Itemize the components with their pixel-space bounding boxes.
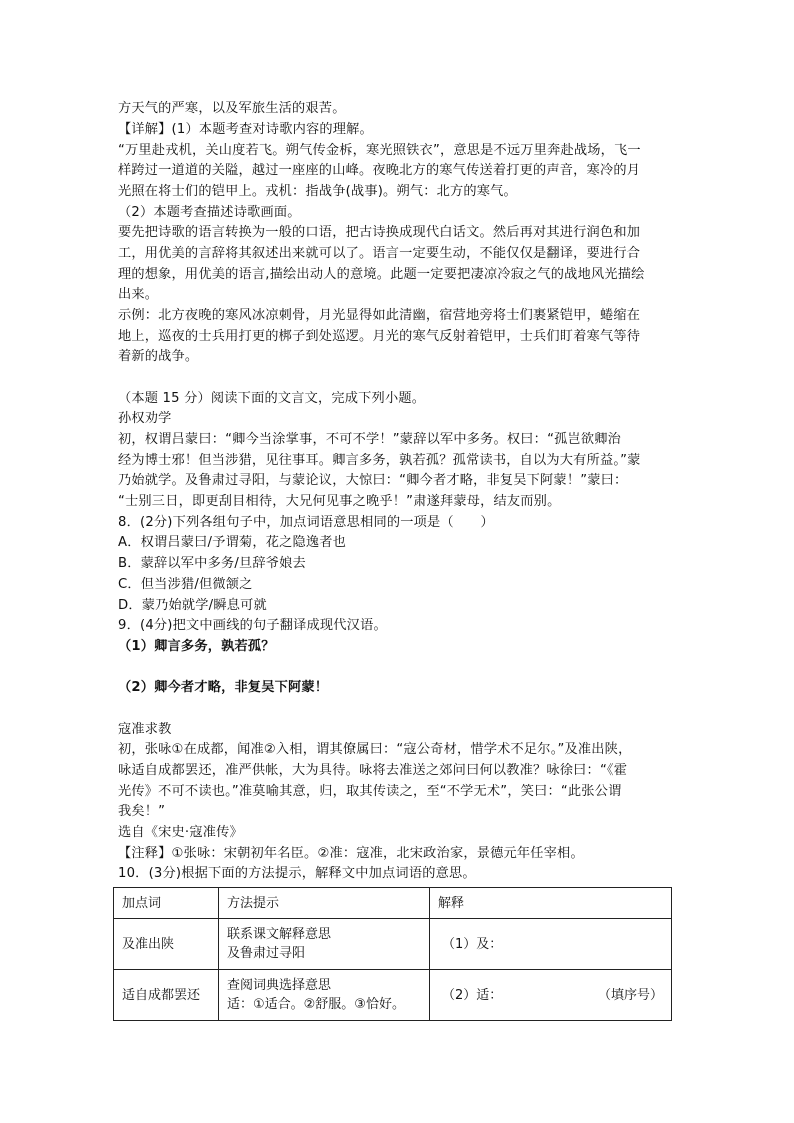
text-line: 工，用优美的言辞将其叙述出来就可以了。语言一定要生动，不能仅仅是翻译，要进行合 — [118, 246, 641, 261]
method-line: 查阅词典选择意思 — [227, 978, 332, 993]
text-line: 样跨过一道道的关隘，越过一座座的山峰。夜晚北方的寒气传送着打更的声音，寒冷的月 — [118, 163, 641, 178]
answer-label: （1）及： — [442, 936, 503, 952]
question-9-part-1: （1）卿言多务，孰若孤？ — [118, 639, 275, 654]
source-note: 选自《宋史·寇准传》 — [118, 825, 243, 840]
text-line: 初，张咏①在成都，闻准②入相，谓其僚属曰：“寇公奇材，惜学术不足尔。”及准出陕， — [118, 742, 632, 757]
answer-note: （填序号） — [597, 987, 663, 1003]
table-cell-word: 及准出陕 — [114, 919, 219, 970]
passage-title: 寇准求教 — [118, 722, 172, 737]
text-line: 地上，巡夜的士兵用打更的梆子到处巡逻。月光的寒气反射着铠甲，士兵们盯着寒气等待 — [118, 329, 641, 344]
question-8: 8．(2分)下列各组句子中，加点词语意思相同的一项是（ ） — [118, 515, 494, 530]
option-d: D．蒙乃始就学/瞬息可就 — [118, 598, 267, 613]
table-cell-method — [219, 970, 430, 1021]
table-header-cell: 方法提示 — [219, 888, 430, 919]
annotation: 【注释】①张咏：宋朝初年名臣。②准：寇准，北宋政治家，景德元年任宰相。 — [118, 846, 584, 861]
text-line: 乃始就学。及鲁肃过寻阳，与蒙论议，大惊曰：“卿今者才略，非复吴下阿蒙！”蒙曰： — [118, 473, 628, 488]
question-9-part-2: （2）卿今者才略，非复吴下阿蒙！ — [118, 680, 329, 695]
method-table — [113, 887, 672, 1021]
option-c: C．但当涉猎/但微颔之 — [118, 577, 253, 592]
table-header-cell: 加点词 — [114, 888, 219, 919]
text-line: 出来。 — [118, 287, 159, 302]
text-line: “万里赴戎机，关山度若飞。朔气传金柝，寒光照铁衣”，意思是不远万里奔赴战场，飞一 — [118, 143, 641, 158]
text-line: 方天气的严寒，以及军旅生活的艰苦。 — [118, 101, 346, 116]
method-line: 及鲁肃过寻阳 — [227, 946, 306, 961]
text-line: （2）本题考查描述诗歌画面。 — [118, 205, 301, 220]
option-b: B．蒙辞以军中多务/旦辞爷娘去 — [118, 556, 306, 571]
table-cell-method — [219, 919, 430, 970]
text-line: 要先把诗歌的语言转换为一般的口语，把古诗换成现代白话文。然后再对其进行润色和加 — [118, 225, 641, 240]
text-line: 经为博士邪！但当涉猎，见往事耳。卿言多务，孰若孤？孤常读书，自以为大有所益。”蒙 — [118, 453, 641, 468]
text-line: 【详解】(1）本题考查对诗歌内容的理解。 — [118, 122, 373, 137]
text-line: 光照在将士们的铠甲上。戎机：指战争(战事)。朔气：北方的寒气。 — [118, 184, 517, 199]
table-cell-answer[interactable] — [430, 970, 672, 1021]
table-cell-answer[interactable] — [430, 919, 672, 970]
question-9: 9．(4分)把文中画线的句子翻译成现代汉语。 — [118, 618, 387, 633]
table-row — [114, 970, 672, 1021]
text-line: “士别三日，即更刮目相待，大兄何见事之晚乎！”肃遂拜蒙母，结友而别。 — [118, 494, 561, 509]
table-header-row — [114, 888, 672, 919]
option-a: A．权谓吕蒙曰/予谓菊，花之隐逸者也 — [118, 535, 347, 550]
question-10: 10．(3分)根据下面的方法提示，解释文中加点词语的意思。 — [118, 866, 476, 881]
text-line: 我矣！” — [118, 804, 166, 819]
table-header-cell: 解释 — [430, 888, 672, 919]
method-line: 联系课文解释意思 — [227, 927, 332, 942]
text-line: 示例：北方夜晚的寒风冰凉刺骨，月光显得如此清幽，宿营地旁将士们裹紧铠甲，蜷缩在 — [118, 308, 641, 323]
text-line: 初，权谓吕蒙曰：“卿今当涂掌事，不可不学！”蒙辞以军中多务。权曰：“孤岂欲卿治 — [118, 432, 622, 447]
text-line: 咏适自成都罢还，准严供帐，大为具待。咏将去准送之郊问曰何以教准？咏徐曰：“《霍 — [118, 763, 628, 778]
text-line: 光传》不可不读也。”准莫喻其意，归，取其传读之，至“不学无术”，笑曰：“此张公谓 — [118, 784, 622, 799]
section-intro: （本题 15 分）阅读下面的文言文，完成下列小题。 — [118, 391, 426, 406]
passage-title: 孙权劝学 — [118, 411, 172, 426]
table-row — [114, 919, 672, 970]
text-line: 理的想象，用优美的语言,描绘出动人的意境。此题一定要把凄凉冷寂之气的战地风光描绘 — [118, 267, 645, 282]
method-line: 适：①适合。②舒服。③恰好。 — [227, 997, 405, 1012]
table-cell-word: 适自成都罢还 — [114, 970, 219, 1021]
text-line: 着新的战争。 — [118, 349, 199, 364]
answer-label: （2）适： — [442, 987, 503, 1003]
